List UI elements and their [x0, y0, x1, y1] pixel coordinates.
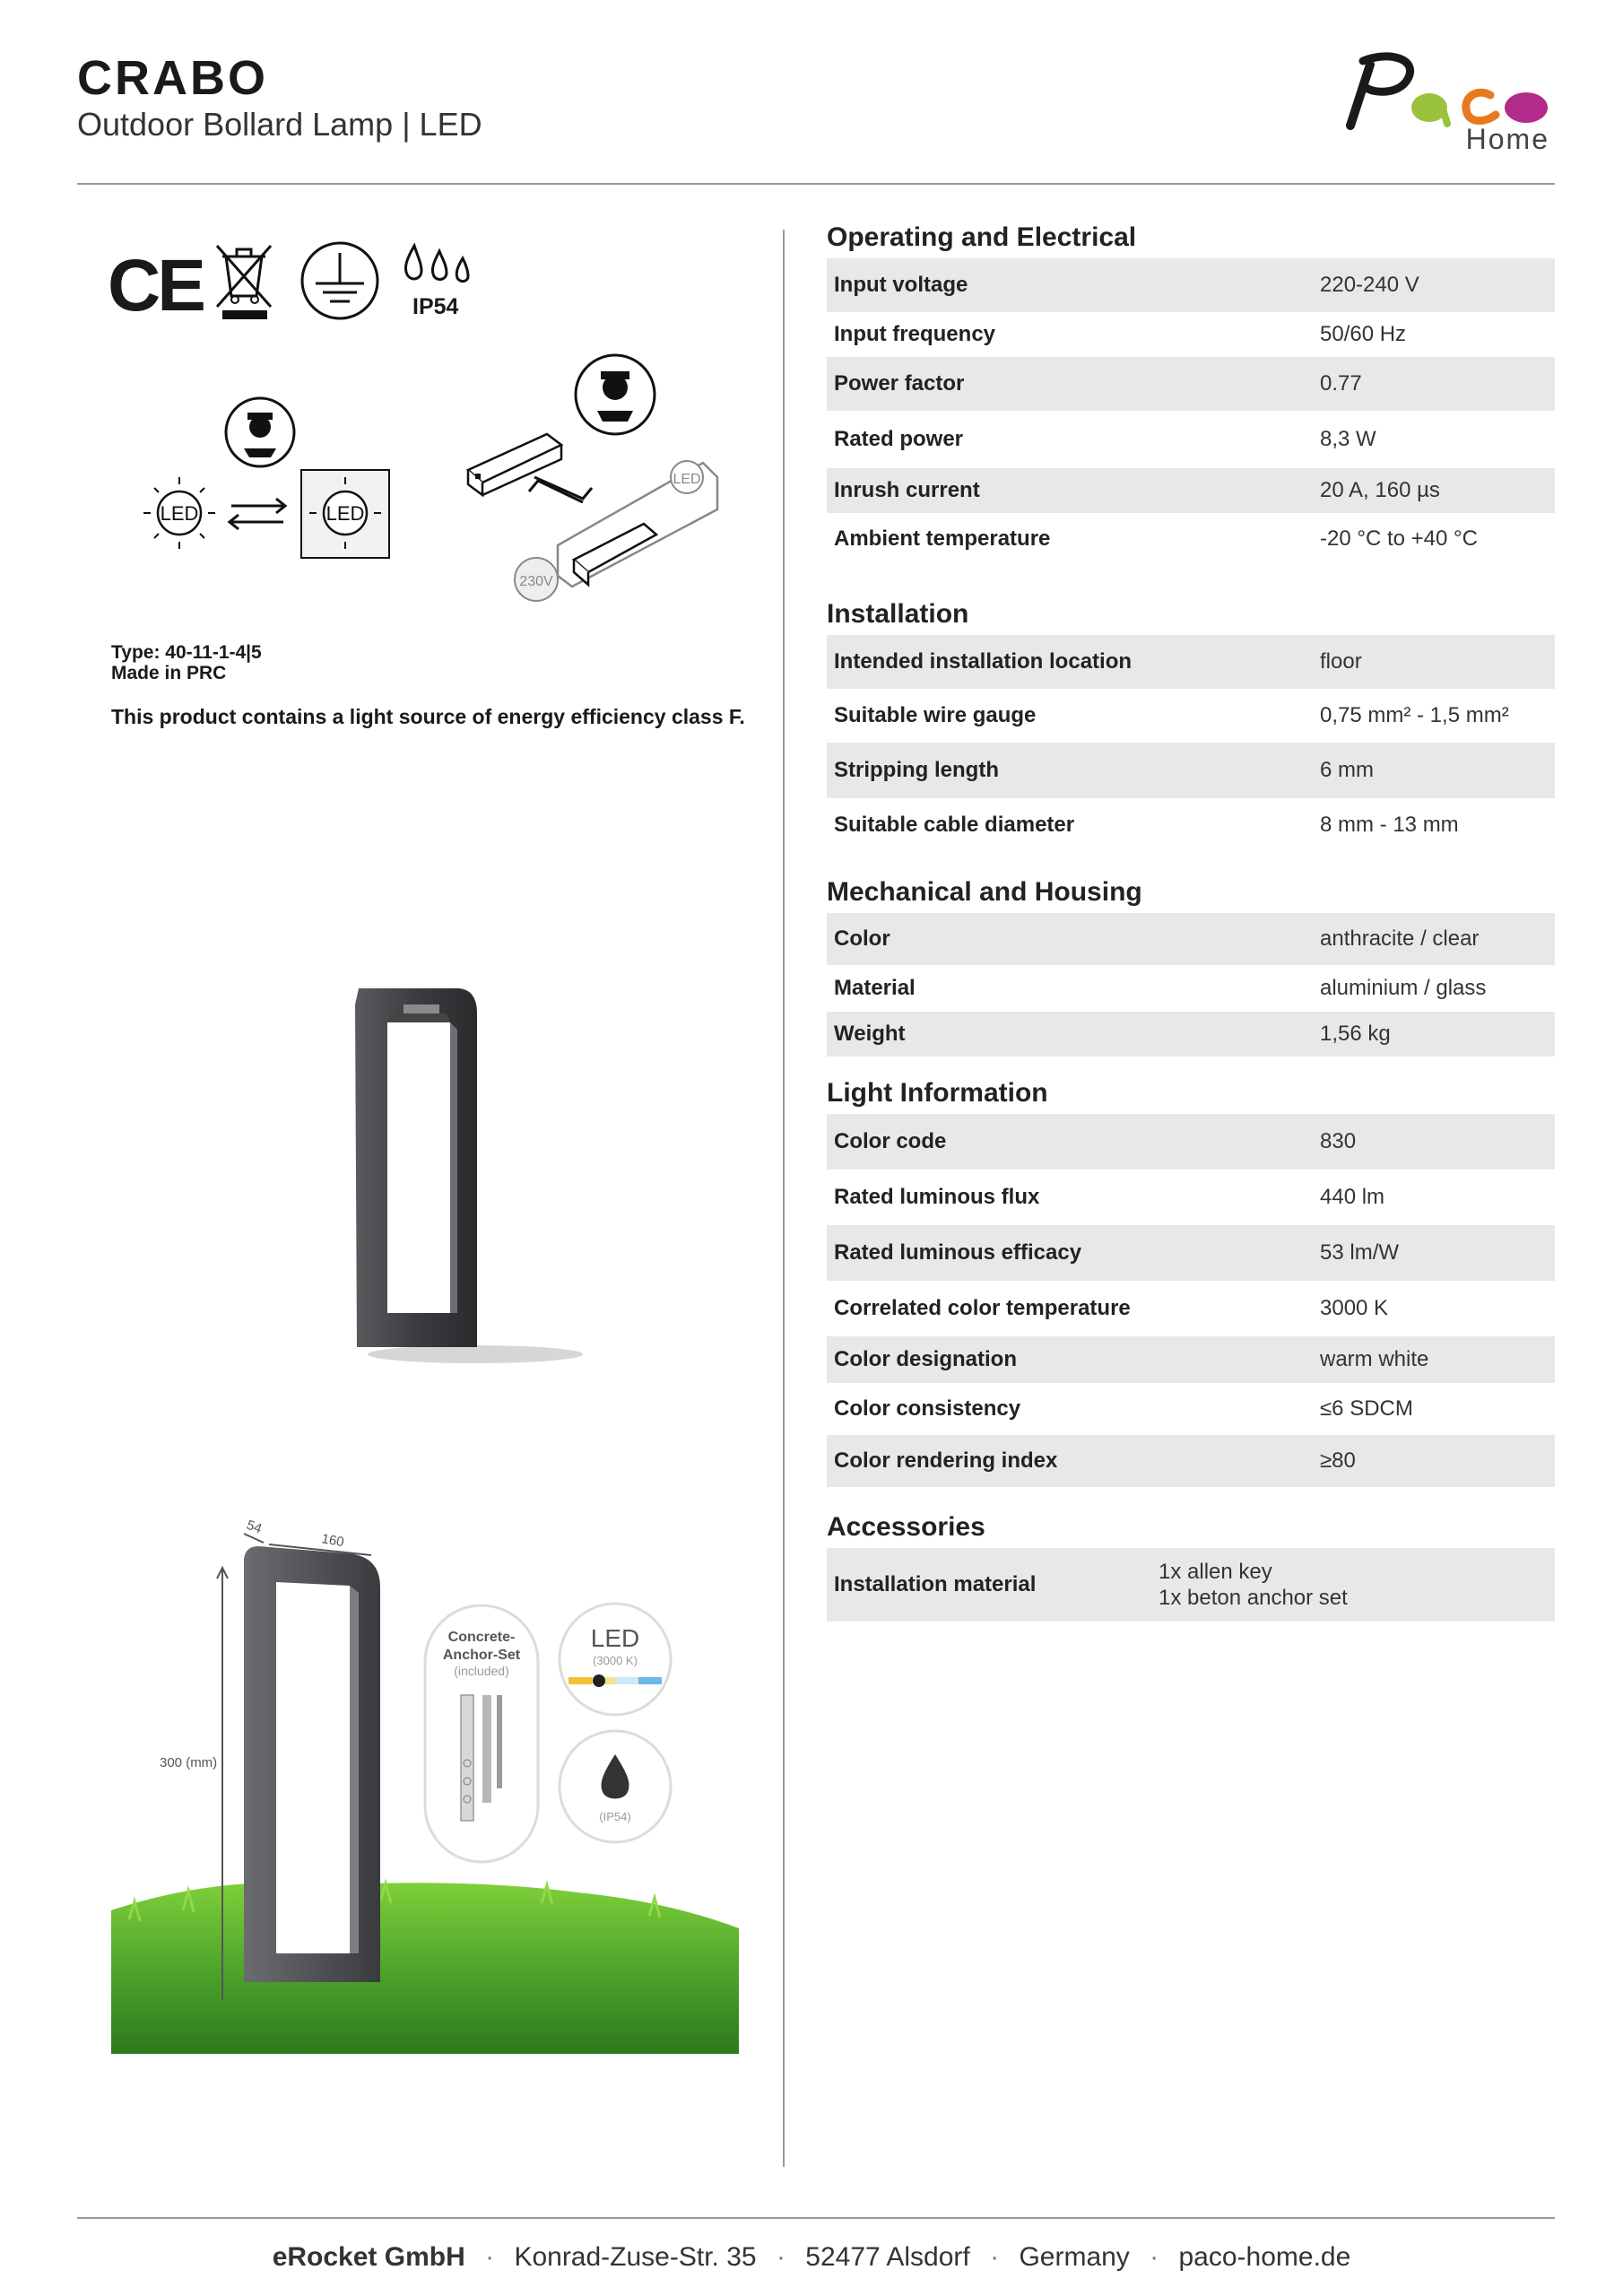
table-row	[827, 1548, 1555, 1622]
table-installation	[827, 635, 1555, 852]
table-row	[827, 1225, 1555, 1281]
row-value: 6 mm	[1320, 758, 1374, 782]
voltage-badge-label: 230V	[519, 574, 553, 589]
row-label: Installation material	[834, 1572, 1037, 1596]
row-label: Input frequency	[834, 322, 996, 346]
product-photo	[323, 978, 583, 1372]
row-label: Weight	[834, 1022, 906, 1046]
row-label: Correlated color temperature	[834, 1296, 1131, 1320]
row-value: anthracite / clear	[1320, 926, 1480, 951]
weee-bin-icon	[213, 240, 276, 321]
grass-area	[111, 1883, 739, 2054]
table-row	[827, 468, 1555, 513]
footer-street: Konrad-Zuse-Str. 35	[514, 2242, 757, 2272]
accessory-item: 1x allen key	[1159, 1560, 1272, 1584]
row-label: Intended installation location	[834, 649, 1133, 674]
led-badge-note: (3000 K)	[593, 1654, 638, 1667]
anchor-title-1: Concrete-	[447, 1630, 516, 1645]
table-row	[827, 1012, 1555, 1057]
led-replaceable-diagram	[133, 395, 402, 565]
led-color-badge	[560, 1604, 671, 1715]
row-label: Rated luminous flux	[834, 1185, 1040, 1209]
row-label: Suitable wire gauge	[834, 703, 1037, 727]
logo-text: Paco	[1336, 31, 1369, 47]
table-row	[827, 1336, 1555, 1383]
table-row	[827, 689, 1555, 743]
column-divider	[783, 230, 785, 2167]
table-row	[827, 357, 1555, 411]
footer-company: eRocket GmbH	[272, 2242, 465, 2272]
row-label: Inrush current	[834, 478, 980, 502]
row-label: Stripping length	[834, 758, 999, 782]
ip-badge-note: (IP54)	[599, 1810, 631, 1823]
table-row	[827, 913, 1555, 965]
type-number: Type: 40-11-1-4|5	[111, 642, 262, 663]
width-label: 160	[320, 1531, 345, 1551]
row-label: Rated luminous efficacy	[834, 1240, 1082, 1265]
footer-divider	[77, 2217, 1555, 2219]
row-value: aluminium / glass	[1320, 976, 1487, 1000]
origin-text: Made in PRC	[111, 663, 227, 683]
logo-home-text: Home	[1465, 123, 1549, 155]
table-row	[827, 1435, 1555, 1487]
dimension-photo	[111, 1516, 739, 2054]
footer-country: Germany	[1019, 2242, 1130, 2272]
row-value: -20 °C to +40 °C	[1320, 526, 1478, 551]
led-module-box-icon	[301, 470, 389, 558]
table-light	[827, 1114, 1555, 1487]
row-value: 440 lm	[1320, 1185, 1385, 1209]
row-label: Color rendering index	[834, 1448, 1058, 1473]
table-row	[827, 743, 1555, 798]
table-mechanical	[827, 913, 1555, 1057]
row-label: Power factor	[834, 371, 965, 396]
section-title-accessories: Accessories	[827, 1512, 985, 1542]
table-row	[827, 798, 1555, 852]
anchor-title-2: Anchor-Set	[442, 1648, 521, 1663]
page-subtitle: Outdoor Bollard Lamp | LED	[77, 106, 482, 143]
footer-separator: ·	[1150, 2242, 1159, 2272]
row-value: 53 lm/W	[1320, 1240, 1400, 1265]
ce-mark: CE	[108, 245, 203, 326]
led-badge-title: LED	[590, 1624, 640, 1652]
section-title-light: Light Information	[827, 1078, 1048, 1108]
led-box-label: LED	[673, 472, 701, 487]
ip-badge	[560, 1731, 671, 1842]
protection-class-icon	[299, 240, 380, 321]
type-info	[111, 642, 262, 683]
anchor-note: (included)	[454, 1664, 509, 1678]
height-label: 300 (mm)	[160, 1755, 218, 1770]
row-value: 20 A, 160 µs	[1320, 478, 1440, 502]
brand-logo	[1336, 31, 1560, 160]
bulb-icon	[593, 1674, 605, 1687]
row-value: ≥80	[1320, 1448, 1356, 1473]
row-label: Color code	[834, 1129, 947, 1153]
footer-website-link[interactable]: paco-home.de	[1178, 2242, 1351, 2272]
table-row	[827, 258, 1555, 312]
footer-separator: ·	[990, 2242, 1000, 2272]
row-label: Color consistency	[834, 1396, 1021, 1421]
section-title-operating: Operating and Electrical	[827, 222, 1137, 252]
row-label: Color designation	[834, 1347, 1017, 1371]
row-value: 50/60 Hz	[1320, 322, 1407, 346]
anchor-set-badge	[425, 1605, 538, 1862]
row-value: 1,56 kg	[1320, 1022, 1391, 1046]
row-value: 0.77	[1320, 371, 1362, 396]
table-row	[827, 1383, 1555, 1435]
water-drops-icon	[402, 240, 475, 294]
footer	[0, 2242, 1623, 2273]
table-accessories	[827, 1548, 1555, 1622]
row-value: floor	[1320, 649, 1362, 674]
header-divider	[77, 183, 1555, 185]
row-value: warm white	[1320, 1347, 1429, 1371]
section-title-installation: Installation	[827, 599, 969, 629]
ip-rating-label: IP54	[412, 294, 459, 319]
table-row	[827, 965, 1555, 1012]
table-row	[827, 1170, 1555, 1225]
row-value: 8,3 W	[1320, 427, 1376, 451]
row-value	[1159, 1559, 1348, 1611]
driver-replaceable-diagram	[457, 352, 726, 612]
technician-icon	[226, 398, 294, 466]
led-left-label: LED	[160, 502, 199, 525]
footer-separator: ·	[776, 2242, 785, 2272]
section-title-mechanical: Mechanical and Housing	[827, 877, 1142, 907]
energy-class-text: This product contains a light source of energy efficiency class F.	[111, 705, 745, 728]
depth-label: 54	[244, 1517, 265, 1537]
table-row	[827, 1281, 1555, 1336]
table-row	[827, 411, 1555, 468]
table-row	[827, 1114, 1555, 1170]
row-value: 220-240 V	[1320, 273, 1419, 297]
accessory-item: 1x beton anchor set	[1159, 1586, 1348, 1610]
table-row	[827, 513, 1555, 565]
row-value: 3000 K	[1320, 1296, 1389, 1320]
row-label: Rated power	[834, 427, 964, 451]
led-right-label: LED	[325, 502, 365, 525]
table-operating	[827, 258, 1555, 565]
footer-separator: ·	[485, 2242, 495, 2272]
footer-city: 52477 Alsdorf	[805, 2242, 970, 2272]
row-value: 8 mm - 13 mm	[1320, 813, 1459, 837]
technician-icon	[576, 355, 655, 434]
swap-arrows-icon	[230, 499, 285, 529]
page-title: CRABO	[77, 51, 268, 105]
led-lamp-icon	[143, 477, 215, 549]
table-row	[827, 635, 1555, 689]
row-value: 830	[1320, 1129, 1357, 1153]
row-value: 0,75 mm² - 1,5 mm²	[1320, 703, 1509, 727]
table-row	[827, 312, 1555, 357]
row-label: Material	[834, 976, 916, 1000]
exchange-arrows-icon	[529, 477, 592, 502]
row-label: Ambient temperature	[834, 526, 1051, 551]
row-value: ≤6 SDCM	[1320, 1396, 1413, 1421]
row-label: Input voltage	[834, 273, 968, 297]
row-label: Suitable cable diameter	[834, 813, 1075, 837]
row-label: Color	[834, 926, 890, 951]
